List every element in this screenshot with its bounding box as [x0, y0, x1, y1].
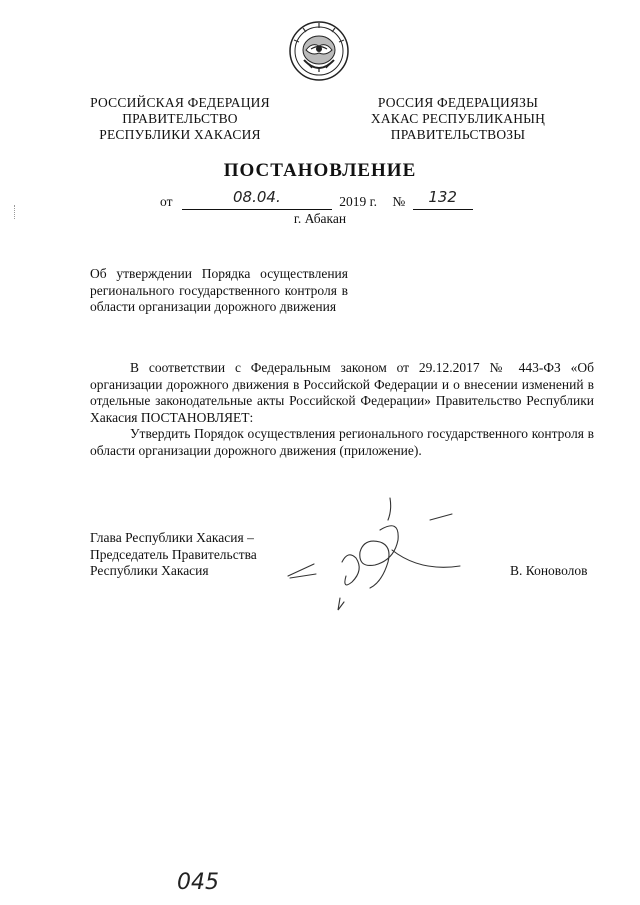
city-line: г. Абакан [293, 211, 347, 226]
date-number-line [160, 188, 473, 210]
signatory-title-line: Глава Республики Хакасия – [90, 530, 254, 545]
signatory-name: В. Коноволов [510, 563, 588, 578]
document-subject: Об утверждении Порядка осуществления регионального государственного контроля в области организации дорожного движения [90, 266, 348, 314]
header-right-line: ПРАВИТЕЛЬСТВОЗЫ [390, 127, 526, 142]
header-left [80, 95, 280, 143]
date-prefix: от [160, 194, 173, 209]
number-sign: № [392, 194, 406, 209]
header-left-line: ПРАВИТЕЛЬСТВО [122, 111, 238, 126]
header-left-line: РЕСПУБЛИКИ ХАКАСИЯ [99, 127, 261, 142]
body-paragraph: Утвердить Порядок осуществления регионального государственного контроля в области организации дорожного движения (приложение). [90, 426, 594, 458]
bottom-mark-text: 045 [177, 870, 219, 895]
document-body [90, 360, 594, 459]
handwritten-mark [175, 862, 235, 898]
document-title: ПОСТАНОВЛЕНИЕ [223, 160, 417, 181]
signatory-title-line: Республики Хакасия [90, 563, 209, 578]
header-right-line: ХАКАС РЕСПУБЛИКАНЫҢ [370, 111, 546, 126]
date-year: 2019 г. [339, 194, 377, 209]
header-right-line: РОССИЯ ФЕДЕРАЦИЯЗЫ [377, 95, 539, 110]
number-field [413, 188, 473, 210]
signatory-title-line: Председатель Правительства [90, 546, 257, 562]
handwritten-date: 08.04. [233, 188, 281, 206]
margin-mark [14, 205, 17, 219]
coat-of-arms-icon [288, 20, 350, 82]
body-paragraph: В соответствии с Федеральным законом от 29.12.2017 № 443-ФЗ «Об организации дорожного движения в Российской Федерации и о внесении изменений в отдельные законодательные акты Российской Федерации» Правительство Республики Хакасия ПОСТАНОВЛЯЕТ: [90, 360, 594, 425]
date-field [182, 188, 332, 210]
signatory-title [90, 530, 290, 580]
handwritten-signature [280, 490, 480, 615]
handwritten-number: 132 [428, 188, 457, 206]
header-right [358, 95, 558, 143]
header-left-line: РОССИЙСКАЯ ФЕДЕРАЦИЯ [90, 95, 270, 110]
